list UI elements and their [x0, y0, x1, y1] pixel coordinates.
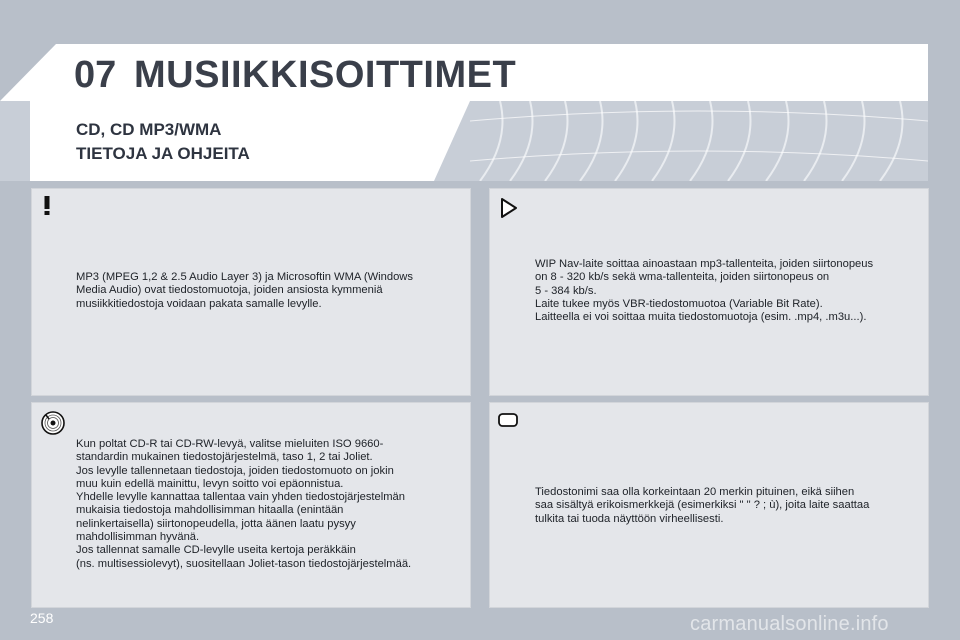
- text-line: MP3 (MPEG 1,2 & 2.5 Audio Layer 3) ja Microsoftin WMA (Windows: [76, 271, 413, 283]
- play-icon: [496, 196, 520, 220]
- panel-note-text: [535, 486, 869, 526]
- note-icon: [496, 410, 520, 430]
- text-line: Yhdelle levylle kannattaa tallentaa vain yhden tiedostojärjestelmän: [76, 491, 405, 504]
- watermark: carmanualsonline.info: [690, 613, 889, 635]
- text-line: Laitteella ei voi soittaa muita tiedostomuotoja (esim. .mp4, .m3u...).: [535, 311, 867, 324]
- text-line: Laite tukee myös VBR-tiedostomuotoa (Variable Bit Rate).: [535, 297, 823, 310]
- panel-disc-text: [76, 438, 411, 571]
- text-line: Kun poltat CD-R tai CD-RW-levyä, valitse mieluiten ISO 9660-: [76, 438, 384, 450]
- text-line: muu kuin edellä mainittu, levyn soitto voi epäonnistua.: [76, 477, 344, 490]
- panel-play-text: [535, 258, 873, 324]
- text-line: musiikkitiedostoja voidaan pakata samalle levylle.: [76, 297, 322, 310]
- text-line: standardin mukainen tiedostojärjestelmä, taso 1, 2 tai Joliet.: [76, 451, 373, 464]
- text-line: Jos levylle tallennetaan tiedostoja, joiden tiedostomuoto on jokin: [76, 464, 394, 477]
- disc-icon: [40, 410, 66, 436]
- section-banner: [0, 101, 928, 181]
- text-line: 5 - 384 kb/s.: [535, 284, 597, 297]
- text-line: Jos tallennat samalle CD-levylle useita kertoja peräkkäin: [76, 544, 356, 557]
- exclamation-icon: [35, 193, 59, 217]
- text-line: nelinkertaisella) siirtonopeudella, jotta äänen laatu pysyy: [76, 517, 356, 530]
- text-line: WIP Nav-laite soittaa ainoastaan mp3-tallenteita, joiden siirtonopeus: [535, 258, 874, 270]
- text-line: tulkita tai tuoda näyttöön virheellisesti.: [535, 512, 724, 525]
- text-line: Media Audio) ovat tiedostomuotoja, joiden ansiosta kymmeniä: [76, 284, 383, 297]
- section-banner-white: [30, 101, 470, 181]
- section-title: CD, CD MP3/WMA: [76, 120, 222, 139]
- panel-warning-text: [76, 271, 413, 311]
- text-line: Tiedostonimi saa olla korkeintaan 20 merkin pituinen, eikä siihen: [535, 486, 855, 498]
- text-line: mukaisia tiedostoja mahdollisimman hitaalla (enintään: [76, 504, 344, 517]
- chapter-number: 07: [74, 54, 117, 96]
- text-line: on 8 - 320 kb/s sekä wma-tallenteita, joiden siirtonopeus on: [535, 271, 830, 284]
- text-line: saa sisältyä erikoismerkkejä (esimerkiksi " " ? ; ù), joita laite saattaa: [535, 499, 870, 512]
- text-line: mahdollisimman hyvänä.: [76, 531, 200, 544]
- page-number: 258: [30, 610, 54, 626]
- tyre-tread-decoration: [470, 101, 928, 181]
- text-line: (ns. multisessiolevyt), suositellaan Joliet-tason tiedostojärjestelmää.: [76, 557, 412, 570]
- chapter-title: MUSIIKKISOITTIMET: [134, 54, 517, 96]
- section-subtitle: TIETOJA JA OHJEITA: [76, 144, 250, 163]
